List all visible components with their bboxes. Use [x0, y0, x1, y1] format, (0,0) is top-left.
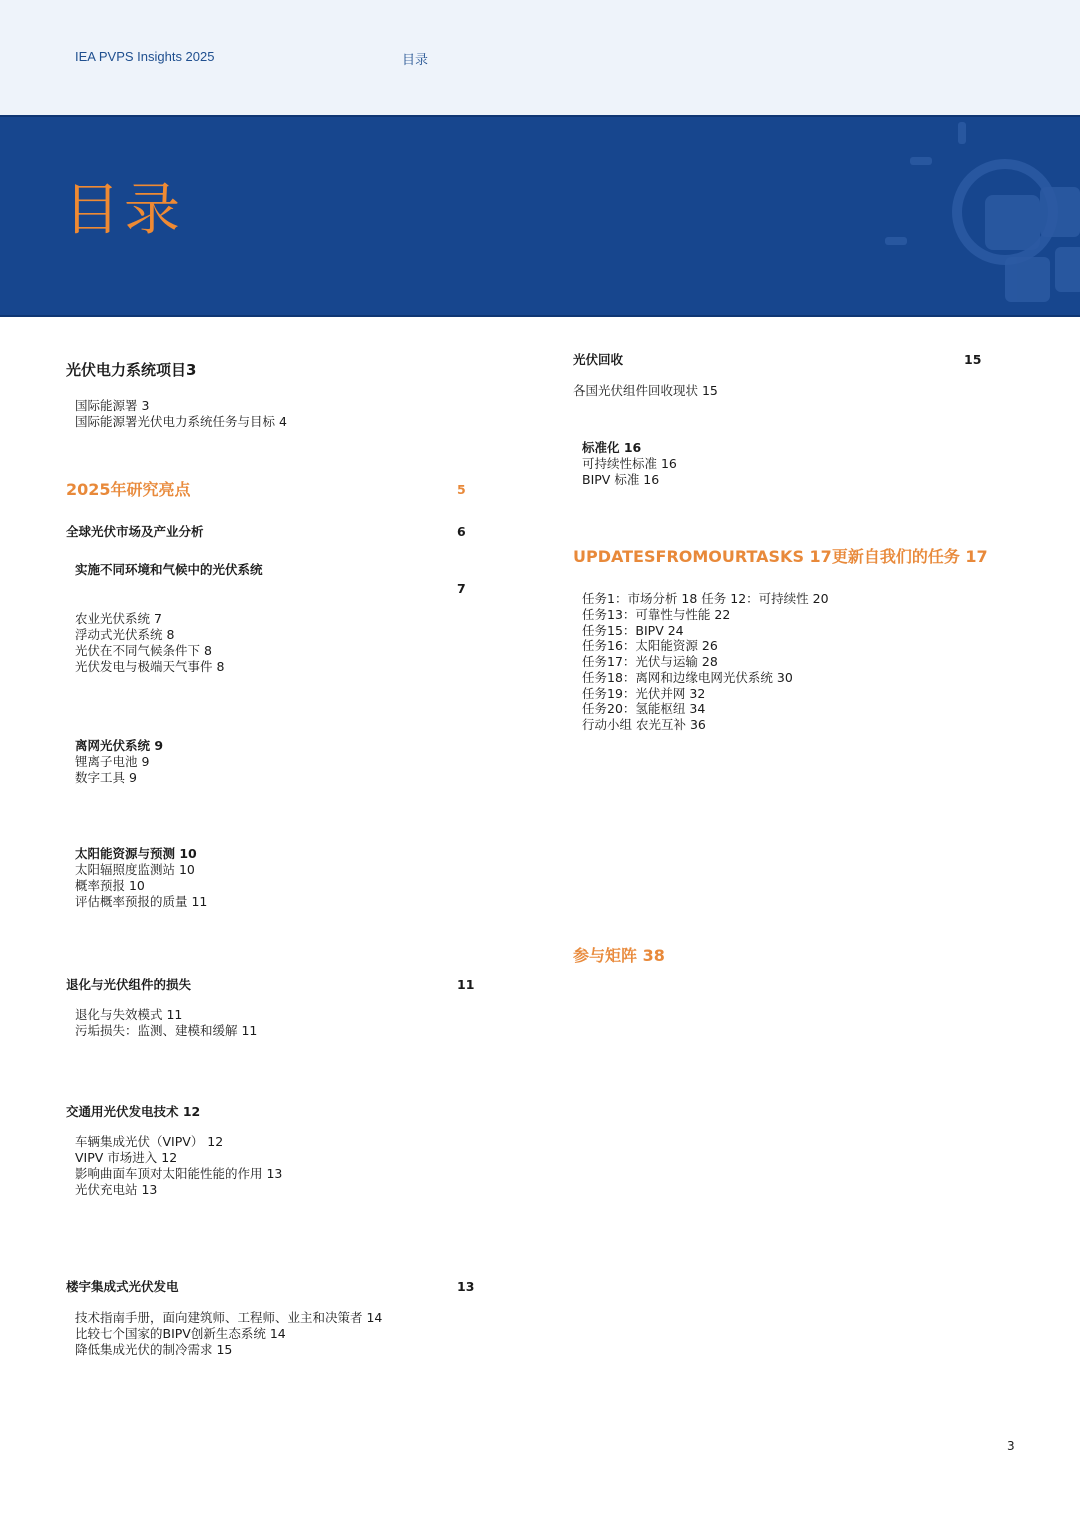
toc-page-number: 6 [457, 524, 466, 539]
toc-item[interactable]: 太阳辐照度监测站 10 [75, 862, 195, 877]
toc-item[interactable]: 评估概率预报的质量 11 [75, 894, 208, 909]
title-banner [0, 115, 1080, 317]
toc-item[interactable]: 行动小组 农光互补 36 [582, 717, 706, 732]
page-number: 3 [1007, 1439, 1015, 1453]
toc-item[interactable]: 锂离子电池 9 [75, 754, 150, 769]
toc-item[interactable]: 国际能源署 3 [75, 398, 150, 413]
toc-item[interactable]: 任务13：可靠性与性能 22 [582, 607, 731, 622]
toc-heading-pvps-programme[interactable]: 光伏电力系统项目3 [66, 361, 197, 379]
toc-item[interactable]: 可持续性标准 16 [582, 456, 677, 471]
toc-item[interactable]: 任务15：BIPV 24 [582, 623, 684, 638]
toc-item[interactable]: 技术指南手册，面向建筑师、工程师、业主和决策者 14 [75, 1310, 383, 1325]
toc-item[interactable]: 国际能源署光伏电力系统任务与目标 4 [75, 414, 287, 429]
toc-item[interactable]: 污垢损失：监测、建模和缓解 11 [75, 1023, 258, 1038]
publication-name: IEA PVPS Insights 2025 [75, 49, 215, 64]
toc-item[interactable]: 概率预报 10 [75, 878, 145, 893]
toc-item[interactable]: 任务18：离网和边缘电网光伏系统 30 [582, 670, 793, 685]
toc-heading-transport-pv[interactable]: 交通用光伏发电技术 12 [66, 1104, 201, 1119]
toc-item[interactable]: 影响曲面车顶对太阳能性能的作用 13 [75, 1166, 283, 1181]
page-title: 目录 [64, 178, 184, 243]
toc-item[interactable]: 比较七个国家的BIPV创新生态系统 14 [75, 1326, 286, 1341]
toc-item[interactable]: 任务19：光伏并网 32 [582, 686, 706, 701]
toc-item[interactable]: 任务1：市场分析 18 任务 12：可持续性 20 [582, 591, 829, 606]
toc-heading-participation-matrix[interactable]: 参与矩阵 38 [573, 946, 665, 965]
toc-page-number: 15 [964, 352, 982, 367]
toc-item[interactable]: 农业光伏系统 7 [75, 611, 162, 626]
toc-item[interactable]: BIPV 标准 16 [582, 472, 660, 487]
toc-item[interactable]: 数字工具 9 [75, 770, 137, 785]
running-section-title: 目录 [402, 53, 429, 68]
toc-page-number: 5 [457, 482, 466, 497]
toc-page-number: 11 [457, 977, 475, 992]
toc-heading-solar-resource[interactable]: 太阳能资源与预测 10 [75, 846, 197, 861]
toc-item[interactable]: 任务16：太阳能资源 26 [582, 638, 718, 653]
toc-heading-pv-environments[interactable]: 实施不同环境和气候中的光伏系统 [75, 562, 263, 577]
toc-heading-standardization[interactable]: 标准化 16 [582, 440, 642, 455]
toc-item[interactable]: VIPV 市场进入 12 [75, 1150, 178, 1165]
toc-page-number: 13 [457, 1279, 475, 1294]
toc-heading-recycling[interactable]: 光伏回收 [573, 352, 624, 367]
toc-item[interactable]: 浮动式光伏系统 8 [75, 627, 175, 642]
toc-item[interactable]: 车辆集成光伏（VIPV） 12 [75, 1134, 224, 1149]
toc-heading-off-grid[interactable]: 离网光伏系统 9 [75, 738, 164, 753]
toc-item[interactable]: 光伏在不同气候条件下 8 [75, 643, 212, 658]
toc-item[interactable]: 任务20：氢能枢纽 34 [582, 701, 706, 716]
toc-item[interactable]: 退化与失效模式 11 [75, 1007, 183, 1022]
solar-emblem-icon [870, 117, 1080, 317]
toc-heading-degradation[interactable]: 退化与光伏组件的损失 [66, 977, 192, 992]
toc-item[interactable]: 光伏充电站 13 [75, 1182, 158, 1197]
toc-item[interactable]: 光伏发电与极端天气事件 8 [75, 659, 225, 674]
toc-item[interactable]: 各国光伏组件回收现状 15 [573, 383, 718, 398]
toc-heading-highlights[interactable]: 2025年研究亮点 [66, 480, 191, 499]
toc-item[interactable]: 任务17：光伏与运输 28 [582, 654, 718, 669]
toc-item[interactable]: 降低集成光伏的制冷需求 15 [75, 1342, 233, 1357]
toc-heading-task-updates[interactable]: UPDATESFROMOURTASKS 17更新自我们的任务 17 [573, 547, 988, 566]
toc-page-number: 7 [457, 581, 466, 596]
toc-heading-bipv[interactable]: 楼宇集成式光伏发电 [66, 1279, 179, 1294]
toc-heading-market-analysis[interactable]: 全球光伏市场及产业分析 [66, 524, 204, 539]
